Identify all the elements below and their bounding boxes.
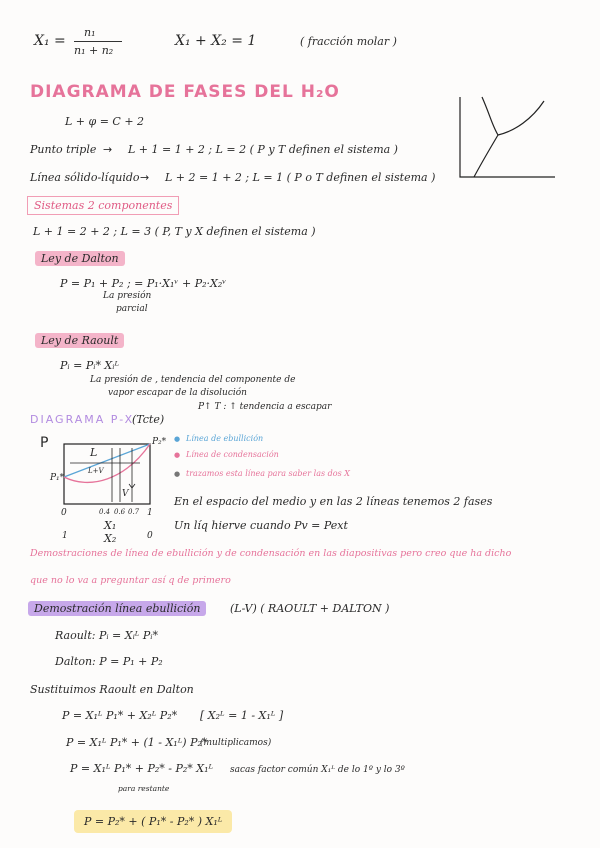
raoult-note-3: P↑ T : ↑ tendencia a escapar (198, 402, 332, 412)
dalton-note-1: La presión (103, 291, 152, 301)
substitution-label: Sustituimos Raoult en Dalton (30, 683, 194, 696)
two-component-box: Sistemas 2 componentes (27, 196, 179, 215)
mole-fraction-sum: X₁ + X₂ = 1 (175, 33, 257, 49)
dalton-label: Ley de Dalton (35, 251, 125, 266)
phase-rule: L + φ = C + 2 (65, 115, 145, 128)
x-tick-04: 0.4 (99, 508, 111, 516)
dalton-line: Dalton: P = P₁ + P₂ (55, 655, 163, 668)
raoult-eq: Pᵢ = Pᵢ* Xᵢᴸ (60, 359, 120, 372)
triple-point-eq: L + 1 = 1 + 2 ; L = 2 ( P y T definen el sistema ) (128, 143, 398, 156)
lv-region-label: L+V (88, 467, 104, 475)
demo-note-line2: que no lo va a preguntar así q de primero (30, 575, 231, 586)
p2-star-label: P₂* (152, 437, 167, 447)
final-equation: P = P₂* + ( P₁* - P₂* ) X₁ᴸ (74, 810, 232, 833)
legend-line: trazamos esta línea para saber las dos X (186, 469, 350, 478)
raoult-note-1: La presión de , tendencia del componente de (90, 375, 296, 385)
eq1: P = X₁ᴸ P₁* + X₂ᴸ P₂* (62, 709, 178, 722)
legend-boiling: Línea de ebullición (186, 434, 264, 443)
raoult-note-2: vapor escapar de la disolución (108, 388, 247, 398)
legend-dot-blue: ● (174, 435, 181, 443)
demo-label: Demostración línea ebullición (28, 601, 206, 616)
mole-fraction-note: ( fracción molar ) (300, 35, 397, 48)
arrow-icon: → (103, 143, 113, 156)
solid-liquid-eq: L + 2 = 1 + 2 ; L = 1 ( P o T definen el sistema ) (165, 171, 436, 184)
raoult-line: Raoult: Pᵢ = Xᵢᴸ Pᵢ* (55, 629, 159, 642)
dalton-note-2: parcial (116, 304, 148, 314)
phase-diagram-title: DIAGRAMA DE FASES DEL H₂O (30, 82, 340, 102)
legend-condensation: Línea de condensación (186, 450, 279, 459)
px-diagram-plot (60, 440, 160, 510)
x-tick-06: 0.6 (114, 508, 126, 516)
dalton-eq: P = P₁ + P₂ ; = P₁·X₁ᵛ + P₂·X₂ᵛ (60, 277, 227, 290)
eq1-note: [ X₂ᴸ = 1 - X₁ᴸ ] (200, 709, 284, 722)
demo-note-line1: Demostraciones de línea de ebullición y de condensación en las diapositivas pero creo que ha dicho (30, 548, 512, 559)
eq3: P = X₁ᴸ P₁* + P₂* - P₂* X₁ᴸ (70, 762, 214, 775)
x1-numerator: n₁ (84, 26, 96, 39)
vapor-region-label: V (122, 489, 129, 499)
water-phase-diagram-sketch (460, 97, 560, 179)
p-axis-label: P (40, 435, 49, 451)
under-0: 0 (147, 531, 153, 541)
x-tick-0: 0 (61, 508, 67, 518)
fraction-bar (74, 41, 122, 42)
legend-dot-pink: ● (174, 451, 181, 459)
two-component-rule: L + 1 = 2 + 2 ; L = 3 ( P, T y X definen el sistema ) (33, 225, 316, 238)
eq3-sub: para restante (118, 784, 170, 793)
eq3-note: sacas factor común X₁ᴸ de lo 1º y lo 3º (230, 765, 405, 775)
two-phases-note: En el espacio del medio y en las 2 líneas tenemos 2 fases (174, 495, 493, 508)
x1-lhs: X₁ = (34, 33, 66, 49)
px-diagram-condition: (Tcte) (132, 413, 165, 426)
eq2-note: (multiplicamos) (200, 738, 272, 748)
p1-star-label: P₁* (50, 473, 65, 483)
x-tick-1: 1 (147, 508, 153, 518)
eq2: P = X₁ᴸ P₁* + (1 - X₁ᴸ) P₂* (66, 736, 208, 749)
legend-dot-grey: ● (174, 470, 181, 478)
arrow-icon: → (140, 171, 150, 184)
boiling-note: Un líq hierve cuando Pv = Pext (174, 519, 348, 532)
solid-liquid-label: Línea sólido-líquido (30, 171, 140, 184)
x1-denominator: n₁ + n₂ (74, 44, 114, 57)
x2-axis-label: X₂ (104, 532, 117, 545)
liquid-region-label: L (90, 446, 98, 459)
demo-tag: (L-V) ( RAOULT + DALTON ) (230, 602, 390, 615)
x-tick-07: 0.7 (128, 508, 140, 516)
triple-point-label: Punto triple (30, 143, 97, 156)
under-1: 1 (62, 531, 68, 541)
x1-axis-label: X₁ (104, 519, 117, 532)
px-diagram-title: DIAGRAMA P-X (30, 413, 135, 426)
raoult-label: Ley de Raoult (35, 333, 124, 348)
